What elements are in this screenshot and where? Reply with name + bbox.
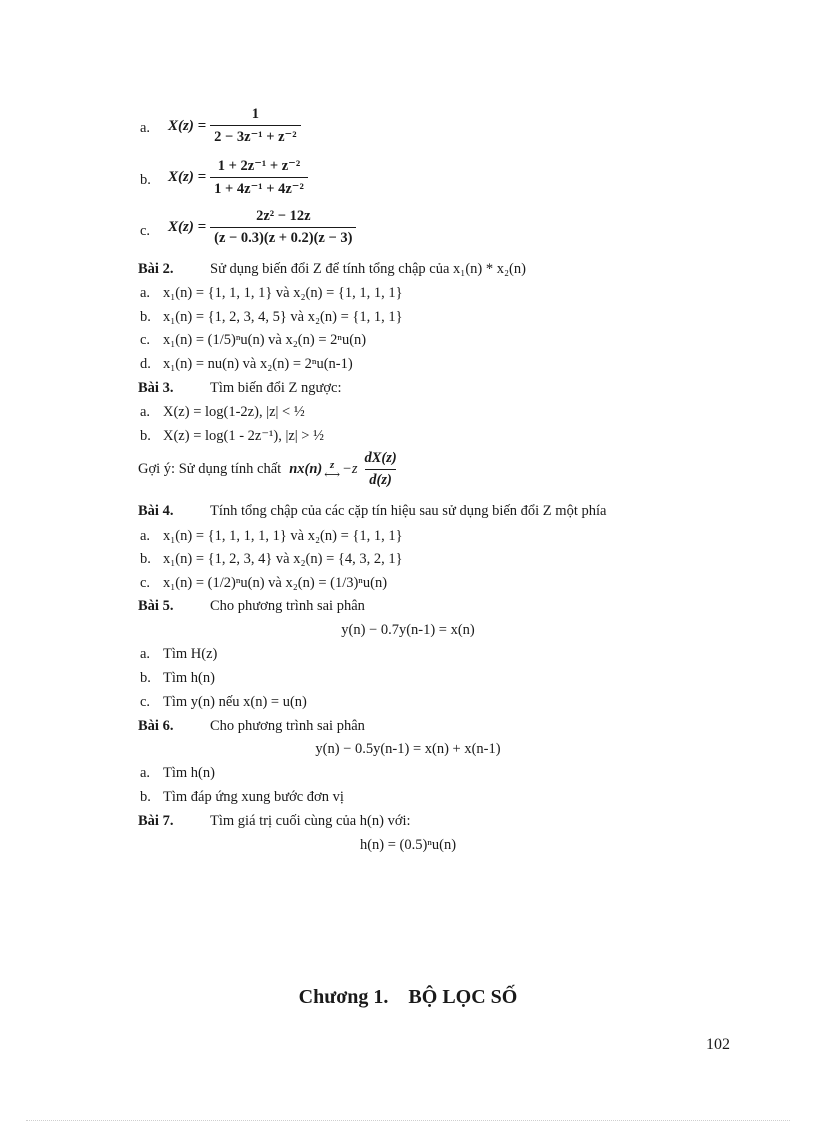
bai2-item-b-label: b.	[140, 309, 151, 325]
bai4-item-b-label: b.	[140, 551, 151, 567]
formula-b-denominator: 1 + 4z⁻¹ + 4z⁻²	[210, 177, 308, 198]
bai5-item-a: Tìm H(z)	[163, 646, 218, 662]
bai2-item-a: x₁(n) = {1, 1, 1, 1} và x₂(n) = {1, 1, 1, 1}	[163, 285, 403, 301]
bai6-item-b-label: b.	[140, 789, 151, 805]
hint-rhs-prefix: −z	[342, 461, 358, 477]
bai7-equation: h(n) = (0.5)ⁿu(n)	[359, 837, 457, 853]
bai3-item-a: X(z) = log(1-2z), |z| < ½	[163, 404, 305, 420]
bai2-item-d-label: d.	[140, 356, 151, 372]
hint-lhs: nx(n)	[289, 461, 323, 477]
formula-b	[168, 157, 308, 198]
bai2-item-c: x₁(n) = (1/5)ⁿu(n) và x₂(n) = 2ⁿu(n)	[163, 332, 367, 348]
bai6-equation: y(n) − 0.5y(n-1) = x(n) + x(n-1)	[315, 741, 501, 757]
bai4-item-a-label: a.	[140, 528, 151, 544]
bai3-text: Tìm biến đổi Z ngược:	[210, 380, 342, 396]
hint-prefix: Gợi ý: Sử dụng tính chất	[138, 461, 282, 477]
bai6-item-a-label: a.	[140, 765, 151, 781]
formula-c-fraction	[210, 208, 356, 247]
bai4-item-c: x₁(n) = (1/2)ⁿu(n) và x₂(n) = (1/3)ⁿu(n)	[163, 575, 388, 591]
page-number: 102	[706, 1036, 730, 1053]
bai3-item-b: X(z) = log(1 - 2z⁻¹), |z| > ½	[163, 428, 324, 444]
formula-c-denominator: (z − 0.3)(z + 0.2)(z − 3)	[210, 227, 356, 247]
formula-a	[168, 106, 301, 146]
bai5-text: Cho phương trình sai phân	[210, 598, 365, 614]
hint-arrow	[324, 460, 340, 480]
formula-c-label: c.	[140, 223, 151, 239]
bai2-title: Bài 2.	[138, 261, 174, 277]
chapter-title: BỘ LỌC SỐ	[408, 986, 518, 1008]
chapter-number: Chương 1.	[298, 986, 389, 1008]
bai6-item-b: Tìm đáp ứng xung bước đơn vị	[163, 789, 344, 805]
bai4-item-a: x₁(n) = {1, 1, 1, 1, 1} và x₂(n) = {1, 1, 1}	[163, 528, 403, 544]
formula-a-denominator: 2 − 3z⁻¹ + z⁻²	[210, 125, 300, 146]
formula-a-fraction	[210, 106, 300, 146]
bai5-item-b: Tìm h(n)	[163, 670, 215, 686]
bai7-text: Tìm giá trị cuối cùng của h(n) với:	[210, 813, 411, 829]
bai3-item-b-label: b.	[140, 428, 151, 444]
bai7-title: Bài 7.	[138, 813, 174, 829]
double-arrow-icon: ⟷	[324, 468, 341, 481]
formula-b-numerator: 1 + 2z⁻¹ + z⁻²	[217, 158, 301, 174]
hint-numerator: dX(z)	[364, 450, 397, 466]
formula-b-label: b.	[140, 172, 151, 188]
hint-denominator: d(z)	[365, 469, 396, 489]
formula-a-label: a.	[140, 120, 151, 136]
bai2-item-a-label: a.	[140, 285, 151, 301]
formula-c-numerator: 2z² − 12z	[256, 208, 311, 224]
formula-c-lhs: X(z) =	[168, 219, 207, 235]
bai4-item-b: x₁(n) = {1, 2, 3, 4} và x₂(n) = {4, 3, 2, 1}	[163, 551, 403, 567]
bai4-item-c-label: c.	[140, 575, 151, 591]
formula-c	[168, 208, 356, 247]
bai4-text: Tính tổng chập của các cặp tín hiệu sau sử dụng biến đổi Z một phía	[210, 503, 607, 519]
bai2-item-d: x₁(n) = nu(n) và x₂(n) = 2ⁿu(n-1)	[163, 356, 353, 372]
bai5-equation: y(n) − 0.7y(n-1) = x(n)	[341, 622, 475, 638]
bai2-item-b: x₁(n) = {1, 2, 3, 4, 5} và x₂(n) = {1, 1, 1}	[163, 309, 403, 325]
bai5-item-a-label: a.	[140, 646, 151, 662]
bai4-title: Bài 4.	[138, 503, 174, 519]
formula-a-lhs: X(z) =	[168, 117, 207, 134]
bai6-item-a: Tìm h(n)	[163, 765, 215, 781]
formula-a-numerator: 1	[251, 106, 259, 122]
page-bottom-divider	[26, 1120, 790, 1121]
bai3-title: Bài 3.	[138, 380, 174, 396]
formula-b-lhs: X(z) =	[168, 169, 207, 185]
hint-fraction	[360, 450, 400, 489]
bai5-item-c-label: c.	[140, 694, 151, 710]
bai3-item-a-label: a.	[140, 404, 151, 420]
bai5-title: Bài 5.	[138, 598, 174, 614]
bai2-text: Sử dụng biến đổi Z để tính tổng chập của x₁(n) * x₂(n)	[210, 261, 526, 277]
hint	[138, 450, 401, 489]
bai5-item-b-label: b.	[140, 670, 151, 686]
hint-arrow-label: z	[330, 458, 335, 471]
bai2-item-c-label: c.	[140, 332, 151, 348]
chapter-heading	[0, 986, 816, 1009]
formula-b-fraction	[210, 157, 308, 198]
bai6-title: Bài 6.	[138, 718, 174, 734]
bai6-text: Cho phương trình sai phân	[210, 718, 365, 734]
bai5-item-c: Tìm y(n) nếu x(n) = u(n)	[163, 694, 307, 710]
